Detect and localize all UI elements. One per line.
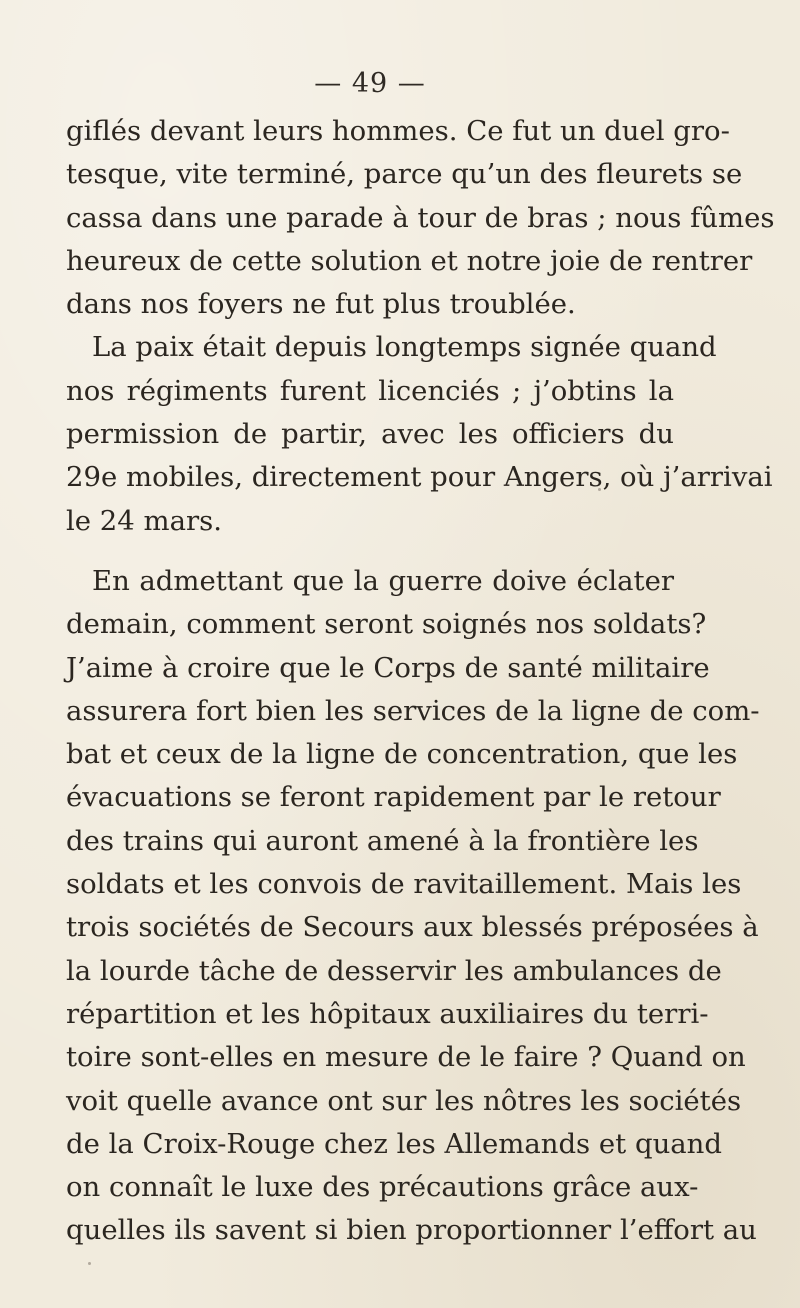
text-line: la lourde tâche de desservir les ambulances de (66, 954, 722, 987)
text-line: assurera fort bien les services de la ligne de com- (66, 694, 760, 727)
text-line: soldats et les convois de ravitaillement. Mais les (66, 868, 742, 901)
text-line: nos régiments furent licenciés ; j’obtins la (66, 374, 674, 407)
paragraph-war (66, 560, 760, 1253)
text-line: demain, comment seront soignés nos soldats? (66, 608, 707, 641)
text-line: toire sont-elles en mesure de le faire ? Quand on (66, 1041, 746, 1074)
text-line: permission de partir, avec les officiers du (66, 418, 674, 451)
text-line: En admettant que la guerre doive éclater (92, 565, 674, 597)
paragraph-continuation (66, 110, 775, 326)
text-line: des trains qui auront amené à la frontière les (66, 824, 699, 857)
text-line: heureux de cette solution et notre joie de rentrer (66, 244, 753, 277)
text-line: évacuations se feront rapidement par le retour (66, 781, 721, 814)
text-line: tesque, vite terminé, parce qu’un des fleurets se (66, 158, 743, 191)
text-line: répartition et les hôpitaux auxiliaires du terri- (66, 997, 709, 1030)
text-line: bat et ceux de la ligne de concentration, que les (66, 738, 738, 771)
text-line: on connaît le luxe des précautions grâce aux- (66, 1171, 699, 1204)
text-line: cassa dans une parade à tour de bras ; nous fûmes (66, 201, 775, 234)
text-block-top (66, 110, 775, 543)
text-block-bottom (66, 560, 760, 1253)
page-number: — 49 — (314, 68, 426, 99)
text-line: dans nos foyers ne fut plus troublée. (66, 288, 576, 321)
paper-speck (88, 1262, 91, 1265)
paper-speck (598, 488, 601, 491)
text-line: La paix était depuis longtemps signée quand (92, 331, 717, 364)
text-line: giflés devant leurs hommes. Ce fut un duel gro- (66, 115, 730, 147)
text-line: 29e mobiles, directement pour Angers, où j’arrivai (66, 461, 773, 494)
text-line: J’aime à croire que le Corps de santé militaire (66, 651, 710, 684)
paragraph-peace (66, 326, 773, 542)
text-line: de la Croix-Rouge chez les Allemands et quand (66, 1127, 722, 1160)
text-line: quelles ils savent si bien proportionner l’effort au (66, 1214, 757, 1247)
text-line: le 24 mars. (66, 504, 223, 537)
text-line: trois sociétés de Secours aux blessés préposées à (66, 911, 759, 944)
text-line: voit quelle avance ont sur les nôtres les sociétés (66, 1084, 742, 1117)
